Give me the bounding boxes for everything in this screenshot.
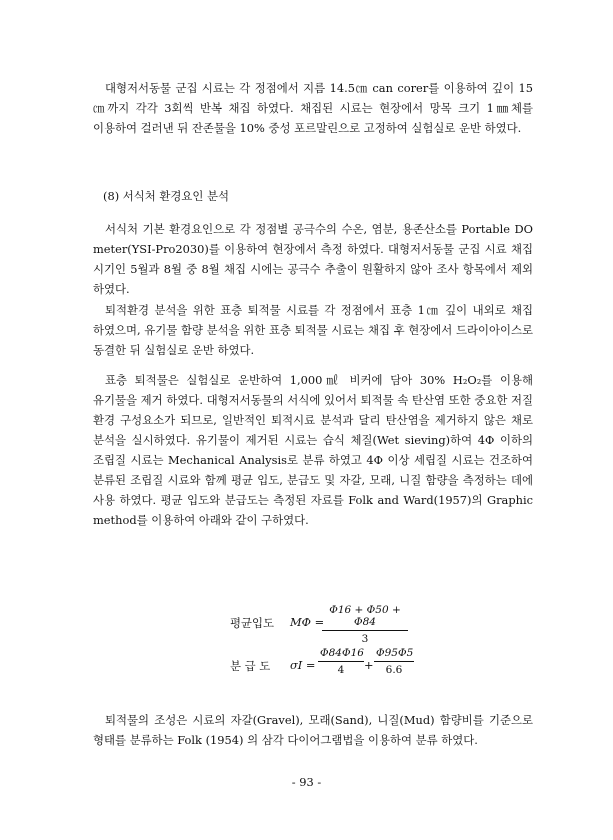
formula-sorting-plus: + bbox=[364, 658, 374, 672]
formula-sorting-fraction-2 bbox=[374, 647, 414, 676]
fraction-bar bbox=[318, 661, 364, 662]
paragraph-text: 서식처 기본 환경요인으로 각 정점별 공극수의 수온, 염분, 용존산소를 Portable DO meter(YSI-Pro2030)를 이용하여 현장에서 측정 하였다. 대형저서동물 군집 시료 채집 시기인 5월과 8월 중 8월 채집 시에는 공극수 추출이 원활하지 않아 조사 항목에서 제외 하였다. bbox=[93, 222, 533, 296]
paragraph-text: 퇴적물의 조성은 시료의 자갈(Gravel), 모래(Sand), 니질(Mud) 함량비를 기준으로 형태를 분류하는 Folk (1954) 의 삼각 다이어그램법을 이용하여 분류 하였다. bbox=[93, 713, 533, 747]
paragraph-sediment-analysis bbox=[93, 370, 533, 530]
formula-sorting-numerator-2: Φ95Φ5 bbox=[376, 647, 414, 659]
formula-sorting-denominator-2: 6.6 bbox=[385, 664, 403, 676]
paragraph-sediment-sampling bbox=[93, 300, 533, 360]
formula-sorting-numerator-1: Φ84Φ16 bbox=[320, 647, 364, 659]
paragraph-sediment-composition bbox=[93, 710, 533, 750]
page-number: - 93 - bbox=[291, 775, 322, 789]
section-heading: (8) 서식처 환경요인 분석 bbox=[103, 189, 230, 203]
paragraph-text: 표층 퇴적물은 실험실로 운반하여 1,000㎖ 비커에 담아 30% H₂O₂를 이용해 유기물을 제거 하였다. 대형저서동물의 서식에 있어서 퇴적물 속 탄산염 또한 중요한 저질 환경 구성요소가 되므로, 일반적인 퇴적시료 분석과 달리 탄산염을 제거하지 않은 채로 분석을 실시하였다. 유기물이 제거된 시료는 습식 체질(Wet sieving)하여 4Φ 이하의 조립질 시료는 Mechanical Analysis로 분류 하였고 4Φ 이상 세립질 시료는 건조하여 분류된 조립질 시료와 함께 평균 입도, 분급도 및 자갈, 모래, 니질 함량을 측정하는 데에 사용 하였다. 평균 입도와 분급도는 측정된 자료를 Folk and Ward(1957)의 Graphic method를 이용하여 아래와 같이 구하였다. bbox=[93, 373, 533, 527]
formula-sorting-fraction-1 bbox=[318, 647, 364, 676]
formula-sorting-symbol: σI = bbox=[290, 658, 316, 672]
formula-mean-fraction bbox=[322, 604, 408, 645]
paragraph-text: 대형저서동물 군집 시료는 각 정점에서 지름 14.5㎝ can corer를 이용하여 깊이 15㎝까지 각각 3회씩 반복 채집 하였다. 채집된 시료는 현장에서 망목 크기 1㎜체를 이용하여 걸러낸 뒤 잔존물을 10% 중성 포르말린으로 고정하여 실험실로 운반 하였다. bbox=[93, 81, 533, 135]
formula-mean-symbol: MΦ = bbox=[290, 615, 325, 629]
formula-sorting-label: 분 급 도 bbox=[230, 659, 271, 673]
formula-mean-numerator: Φ16 + Φ50 + Φ84 bbox=[329, 604, 401, 628]
formula-sorting-denominator-1: 4 bbox=[337, 664, 345, 676]
fraction-bar bbox=[322, 630, 408, 631]
paragraph-benthos-sampling bbox=[93, 78, 533, 138]
formula-mean-denominator: 3 bbox=[361, 633, 369, 645]
paragraph-text: 퇴적환경 분석을 위한 표층 퇴적물 시료를 각 정점에서 표층 1㎝ 깊이 내외로 채집 하였으며, 유기물 함량 분석을 위한 표층 퇴적물 시료는 채집 후 현장에서 드라이아이스로 동결한 뒤 실험실로 운반 하였다. bbox=[93, 303, 533, 357]
paragraph-habitat-factors bbox=[93, 219, 533, 299]
fraction-bar bbox=[374, 661, 414, 662]
formula-mean-label: 평균입도 bbox=[230, 616, 275, 630]
